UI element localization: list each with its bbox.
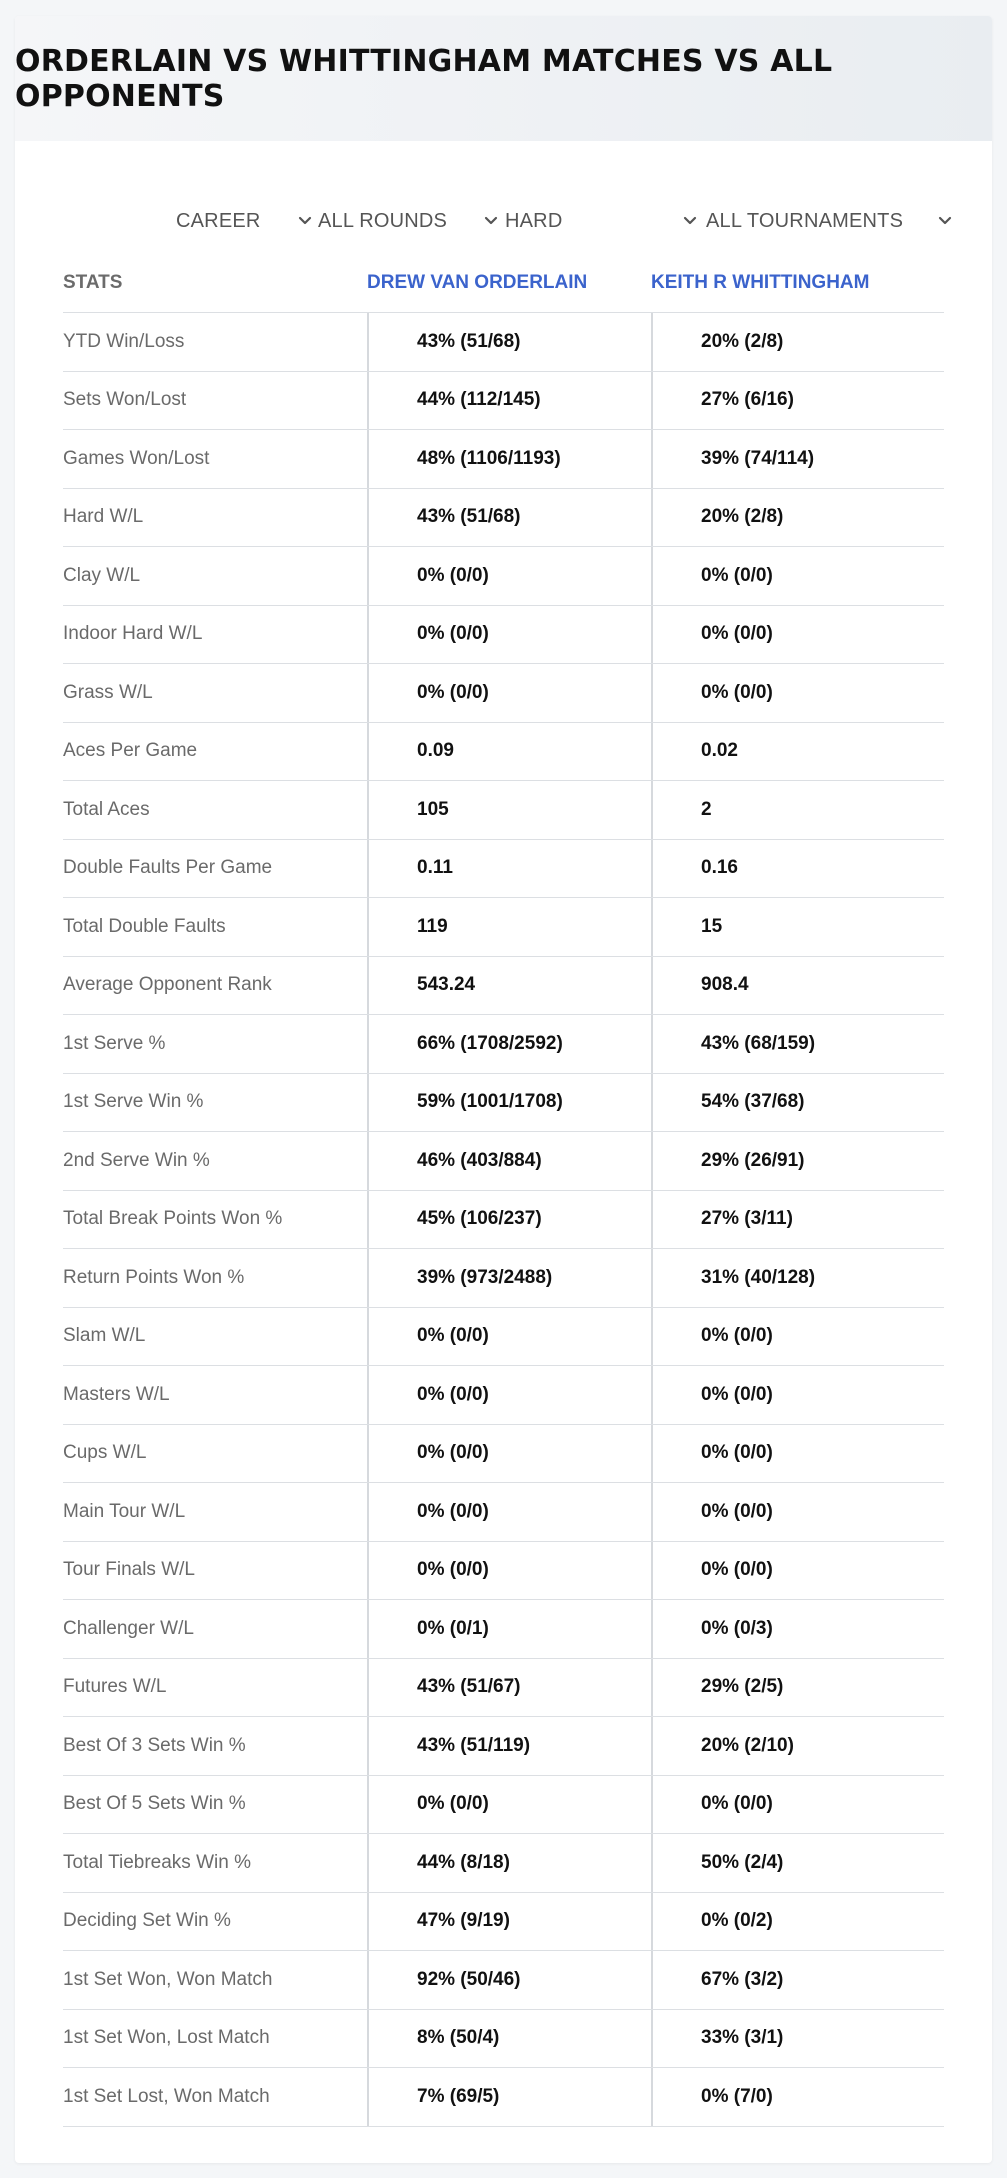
table-row: [63, 957, 944, 1016]
player1-value: 48% (1106/1193): [367, 430, 651, 488]
player1-value: 0% (0/0): [367, 1542, 651, 1600]
player2-value: 2: [651, 781, 944, 839]
player2-value: 29% (2/5): [651, 1659, 944, 1717]
chevron-down-icon: [298, 214, 312, 228]
stat-label: Total Break Points Won %: [63, 1208, 283, 1230]
filter-bar: [15, 192, 992, 248]
player1-value: 39% (973/2488): [367, 1249, 651, 1307]
player2-value: 39% (74/114): [651, 430, 944, 488]
player1-value: 44% (8/18): [367, 1834, 651, 1892]
stat-label: 2nd Serve Win %: [63, 1149, 210, 1171]
player1-value: 46% (403/884): [367, 1132, 651, 1190]
player2-value: 0% (7/0): [651, 2068, 944, 2126]
player1-value: 543.24: [367, 957, 651, 1015]
player2-value: 33% (3/1): [651, 2010, 944, 2068]
stat-label: Deciding Set Win %: [63, 1910, 231, 1932]
table-row: [63, 2068, 944, 2127]
table-row: [63, 781, 944, 840]
player2-value: 20% (2/10): [651, 1717, 944, 1775]
stats-table: [63, 248, 944, 2127]
player2-value: 0% (0/0): [651, 1776, 944, 1834]
player1-value: 0% (0/1): [367, 1600, 651, 1658]
table-row: [63, 840, 944, 899]
table-body: [63, 313, 944, 2127]
chevron-down-icon: [484, 214, 498, 228]
stat-label: Sets Won/Lost: [63, 389, 187, 411]
player2-value: 0% (0/0): [651, 606, 944, 664]
table-row: [63, 372, 944, 431]
player1-value: 8% (50/4): [367, 2010, 651, 2068]
player2-value: 0% (0/2): [651, 1893, 944, 1951]
player2-value: 0.02: [651, 723, 944, 781]
column-header-stats: STATS: [63, 272, 123, 293]
stat-label: Main Tour W/L: [63, 1500, 186, 1522]
table-header: [63, 248, 944, 313]
filter-career-select[interactable]: [176, 206, 312, 236]
player1-value: 0% (0/0): [367, 1776, 651, 1834]
table-row: [63, 1015, 944, 1074]
player1-value: 66% (1708/2592): [367, 1015, 651, 1073]
page-title: ORDERLAIN VS WHITTINGHAM MATCHES VS ALL OPPONENTS: [15, 43, 833, 114]
player2-value: 20% (2/8): [651, 489, 944, 547]
player1-value: 43% (51/119): [367, 1717, 651, 1775]
player1-value: 0% (0/0): [367, 1425, 651, 1483]
player1-value: 0.11: [367, 840, 651, 898]
table-row: [63, 898, 944, 957]
table-row: [63, 1074, 944, 1133]
player2-value: 27% (6/16): [651, 372, 944, 430]
player1-value: 0% (0/0): [367, 606, 651, 664]
player2-value: 0% (0/3): [651, 1600, 944, 1658]
stat-label: YTD Win/Loss: [63, 330, 185, 352]
filter-tournaments-select[interactable]: [706, 206, 952, 236]
player2-value: 50% (2/4): [651, 1834, 944, 1892]
stat-label: Grass W/L: [63, 681, 153, 703]
filter-label: HARD: [505, 209, 563, 232]
table-row: [63, 313, 944, 372]
player1-value: 0% (0/0): [367, 1308, 651, 1366]
stat-label: Clay W/L: [63, 564, 141, 586]
player2-value: 0% (0/0): [651, 1308, 944, 1366]
table-row: [63, 1308, 944, 1367]
stat-label: Hard W/L: [63, 506, 144, 528]
stat-label: Masters W/L: [63, 1383, 170, 1405]
player1-value: 0% (0/0): [367, 547, 651, 605]
table-row: [63, 489, 944, 548]
column-header-player1[interactable]: DREW VAN ORDERLAIN: [367, 272, 588, 293]
table-row: [63, 1366, 944, 1425]
table-row: [63, 1483, 944, 1542]
stat-label: Slam W/L: [63, 1325, 146, 1347]
player1-value: 119: [367, 898, 651, 956]
stat-label: 1st Set Lost, Won Match: [63, 2085, 270, 2107]
table-row: [63, 1600, 944, 1659]
player2-value: 0% (0/0): [651, 1542, 944, 1600]
stat-label: 1st Serve %: [63, 1032, 166, 1054]
stat-label: Indoor Hard W/L: [63, 623, 203, 645]
stat-label: Tour Finals W/L: [63, 1559, 195, 1581]
player2-value: 0% (0/0): [651, 547, 944, 605]
player2-value: 908.4: [651, 957, 944, 1015]
player2-value: 20% (2/8): [651, 313, 944, 371]
player1-value: 47% (9/19): [367, 1893, 651, 1951]
player1-value: 43% (51/68): [367, 313, 651, 371]
filter-rounds-select[interactable]: [318, 206, 498, 236]
stat-label: Challenger W/L: [63, 1617, 194, 1639]
chevron-down-icon: [938, 214, 952, 228]
player2-value: 31% (40/128): [651, 1249, 944, 1307]
stat-label: Cups W/L: [63, 1442, 147, 1464]
column-header-player2[interactable]: KEITH R WHITTINGHAM: [651, 272, 870, 293]
table-row: [63, 664, 944, 723]
player2-value: 54% (37/68): [651, 1074, 944, 1132]
stats-card: [15, 16, 992, 2163]
table-row: [63, 1951, 944, 2010]
card-header: [15, 16, 992, 141]
stat-label: Best Of 5 Sets Win %: [63, 1793, 246, 1815]
player1-value: 43% (51/67): [367, 1659, 651, 1717]
filter-label: ALL TOURNAMENTS: [706, 209, 904, 232]
table-row: [63, 547, 944, 606]
stat-label: Double Faults Per Game: [63, 857, 273, 879]
table-row: [63, 1834, 944, 1893]
table-row: [63, 430, 944, 489]
player2-value: 0% (0/0): [651, 1483, 944, 1541]
filter-label: CAREER: [176, 209, 261, 232]
stat-label: Total Double Faults: [63, 915, 226, 937]
table-row: [63, 1776, 944, 1835]
player2-value: 27% (3/11): [651, 1191, 944, 1249]
player1-value: 44% (112/145): [367, 372, 651, 430]
table-row: [63, 1191, 944, 1250]
player1-value: 92% (50/46): [367, 1951, 651, 2009]
player2-value: 43% (68/159): [651, 1015, 944, 1073]
stat-label: Best Of 3 Sets Win %: [63, 1734, 246, 1756]
player2-value: 0.16: [651, 840, 944, 898]
player1-value: 7% (69/5): [367, 2068, 651, 2126]
player2-value: 0% (0/0): [651, 664, 944, 722]
stat-label: 1st Set Won, Won Match: [63, 1968, 273, 1990]
player2-value: 29% (26/91): [651, 1132, 944, 1190]
stat-label: Return Points Won %: [63, 1266, 245, 1288]
table-row: [63, 1542, 944, 1601]
player1-value: 0.09: [367, 723, 651, 781]
stat-label: Average Opponent Rank: [63, 974, 272, 996]
player2-value: 67% (3/2): [651, 1951, 944, 2009]
stat-label: Aces Per Game: [63, 740, 198, 762]
table-row: [63, 723, 944, 782]
table-row: [63, 1717, 944, 1776]
player2-value: 0% (0/0): [651, 1425, 944, 1483]
chevron-down-icon: [683, 214, 697, 228]
player1-value: 59% (1001/1708): [367, 1074, 651, 1132]
player1-value: 0% (0/0): [367, 664, 651, 722]
player2-value: 15: [651, 898, 944, 956]
table-row: [63, 2010, 944, 2069]
player1-value: 105: [367, 781, 651, 839]
table-row: [63, 1132, 944, 1191]
table-row: [63, 1893, 944, 1952]
player1-value: 43% (51/68): [367, 489, 651, 547]
player2-value: 0% (0/0): [651, 1366, 944, 1424]
filter-label: ALL ROUNDS: [318, 209, 448, 232]
player1-value: 0% (0/0): [367, 1483, 651, 1541]
table-row: [63, 1659, 944, 1718]
stat-label: Games Won/Lost: [63, 447, 210, 469]
stat-label: 1st Serve Win %: [63, 1091, 204, 1113]
stat-label: Futures W/L: [63, 1676, 167, 1698]
player1-value: 0% (0/0): [367, 1366, 651, 1424]
table-row: [63, 1249, 944, 1308]
table-row: [63, 1425, 944, 1484]
stat-label: 1st Set Won, Lost Match: [63, 2027, 270, 2049]
stat-label: Total Aces: [63, 798, 150, 820]
filter-surface-select[interactable]: [505, 206, 697, 236]
stat-label: Total Tiebreaks Win %: [63, 1851, 251, 1873]
table-row: [63, 606, 944, 665]
player1-value: 45% (106/237): [367, 1191, 651, 1249]
